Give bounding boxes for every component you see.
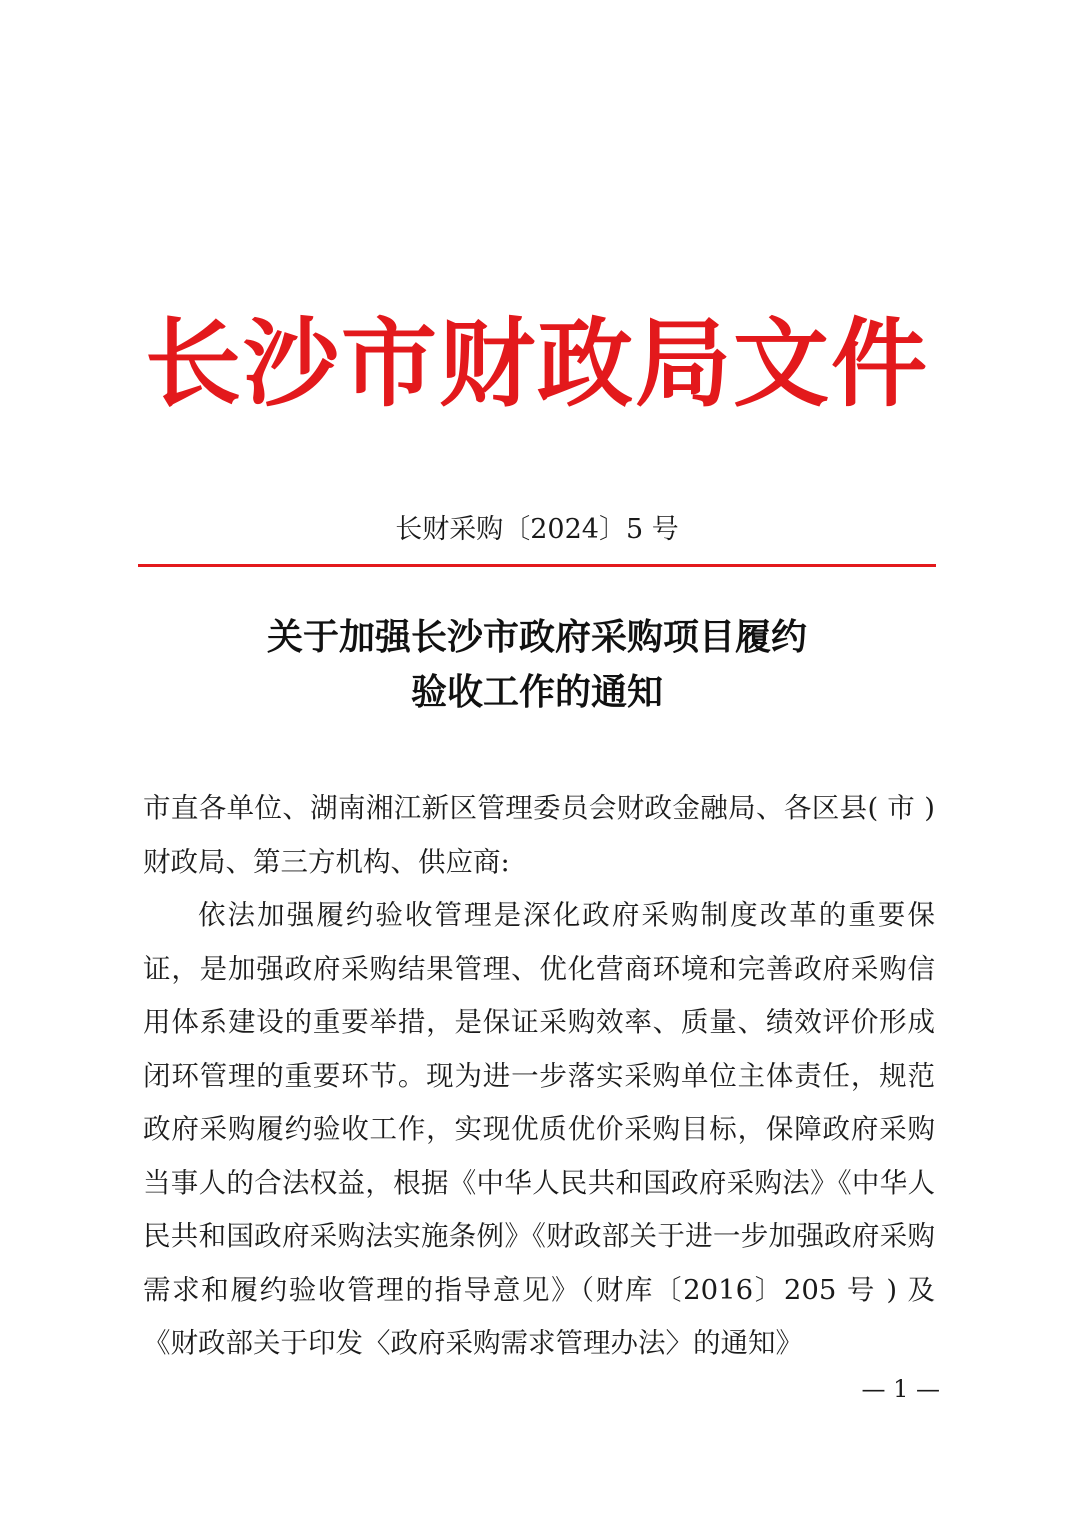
document-title-line-1: 关于加强长沙市政府采购项目履约 bbox=[266, 616, 807, 658]
document-body bbox=[143, 782, 935, 1371]
document-number: 长财采购〔2024〕5 号 bbox=[395, 514, 679, 545]
document-title-line-2: 验收工作的通知 bbox=[410, 671, 663, 713]
page-number: — 1 — bbox=[861, 1375, 940, 1403]
addressees: 市直各单位、湖南湘江新区管理委员会财政金融局、各区县( 市 )财政局、第三方机构、供应商: bbox=[143, 792, 935, 878]
red-divider-line bbox=[138, 564, 936, 567]
masthead-title: 长沙市财政局文件 bbox=[145, 307, 929, 420]
document-title bbox=[0, 610, 1074, 720]
body-paragraph: 依法加强履约验收管理是深化政府采购制度改革的重要保证，是加强政府采购结果管理、优化营商环境和完善政府采购信用体系建设的重要举措，是保证采购效率、质量、绩效评价形成闭环管理的重要环节。现为进一步落实采购单位主体责任，规范政府采购履约验收工作，实现优质优价采购目标，保障政府采购当事人的合法权益，根据《中华人民共和国政府采购法》《中华人民共和国政府采购法实施条例》《财政部关于进一步加强政府采购需求和履约验收管理的指导意见》（财库〔2016〕205 号 ) 及《财政部关于印发〈政府采购需求管理办法〉的通知》 bbox=[143, 899, 935, 1359]
